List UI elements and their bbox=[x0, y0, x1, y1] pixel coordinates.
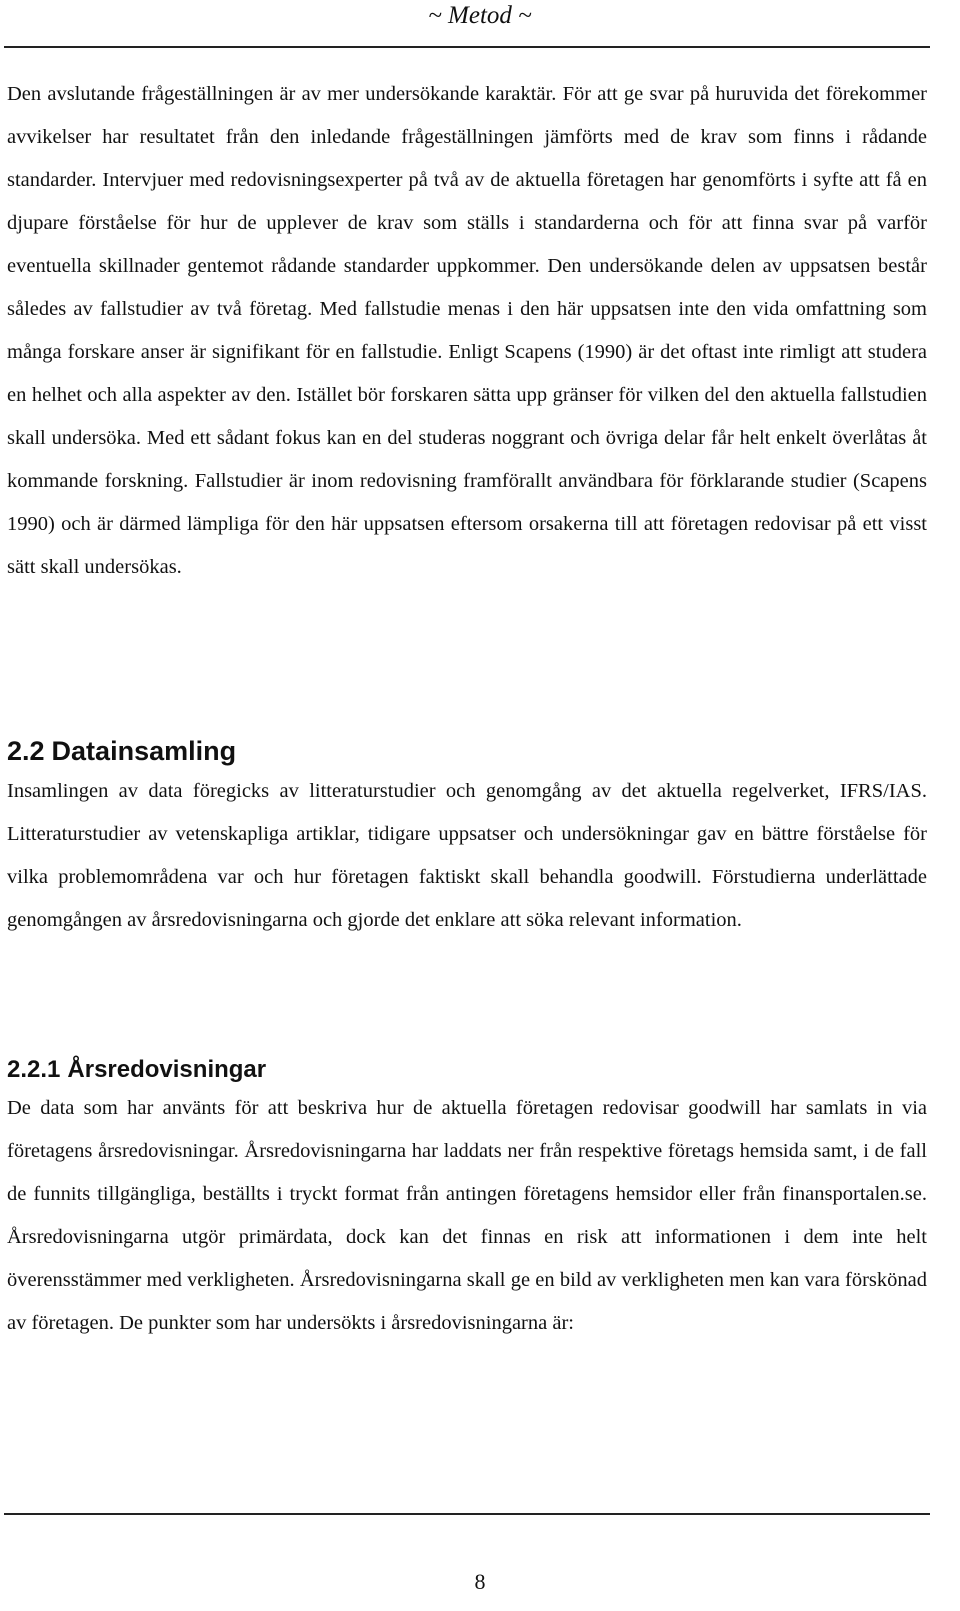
section-number: 2.2 bbox=[7, 736, 45, 766]
header-rule bbox=[4, 46, 930, 48]
subsection-title: Årsredovisningar bbox=[67, 1056, 267, 1083]
body-paragraph-3: De data som har använts för att beskriva hur de aktuella företagen redovisar goodwill har samlats in via företagens årsredovisningar. Årsredovisningarna har laddats ner från respektive företags hemsida samt, i de fall de funnits tillgängliga, beställts i tryckt format från antingen företagens hemsidor eller från finansportalen.se. Årsredovisningarna utgör primärdata, dock kan det finnas en risk att informationen i dem inte helt överensstämmer med verkligheten. Årsredovisningarna skall ge en bild av verkligheten men kan vara förskönad av företagen. De punkter som har undersökts i årsredovisningarna är: bbox=[7, 1097, 927, 1334]
subsection-number: 2.2.1 bbox=[7, 1056, 61, 1083]
running-header: ~ Metod ~ bbox=[428, 2, 532, 29]
footer-rule bbox=[4, 1513, 930, 1515]
section-heading-2-2 bbox=[7, 734, 236, 768]
section-title: Datainsamling bbox=[51, 736, 237, 766]
page-number: 8 bbox=[474, 1569, 486, 1594]
section-heading-2-2-1 bbox=[7, 1054, 266, 1086]
body-paragraph-2: Insamlingen av data föregicks av litteraturstudier och genomgång av det aktuella regelverket, IFRS/IAS. Litteraturstudier av vetenskapliga artiklar, tidigare uppsatser och undersökningar gav en bättre förståelse för vilka problemområdena var och hur företagen faktiskt skall behandla goodwill. Förstudierna underlättade genomgången av årsredovisningarna och gjorde det enklare att söka relevant information. bbox=[7, 780, 927, 931]
body-paragraph-1: Den avslutande frågeställningen är av mer undersökande karaktär. För att ge svar på huruvida det förekommer avvikelser har resultatet från den inledande frågeställningen jämförts med de krav som finns i rådande standarder. Intervjuer med redovisningsexperter på två av de aktuella företagen har genomförts i syfte att få en djupare förståelse för hur de upplever de krav som ställs i standarderna och för att finna svar på varför eventuella skillnader gentemot rådande standarder uppkommer. Den undersökande delen av uppsatsen består således av fallstudier av två företag. Med fallstudie menas i den här uppsatsen inte den vida omfattning som många forskare anser är signifikant för en fallstudie. Enligt Scapens (1990) är det oftast inte rimligt att studera en helhet och alla aspekter av den. Istället bör forskaren sätta upp gränser för vilken del den aktuella fallstudien skall undersöka. Med ett sådant fokus kan en del studeras noggrant och övriga delar får helt enkelt överlåtas åt kommande forskning. Fallstudier är inom redovisning framförallt användbara för förklarande studier (Scapens 1990) och är därmed lämpliga för den här uppsatsen eftersom orsakerna till att företagen redovisar på ett visst sätt skall undersökas. bbox=[7, 83, 927, 578]
